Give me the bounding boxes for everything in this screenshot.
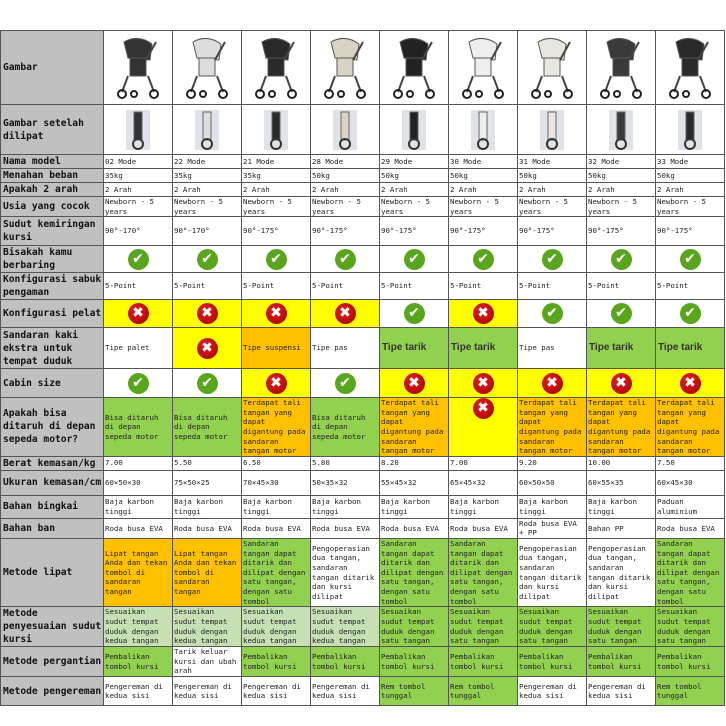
cell-value: 7.00	[104, 456, 173, 470]
folded-stroller-photo-icon	[185, 108, 229, 152]
table-row-konfigurasi-sabuk-pengaman	[1, 273, 725, 300]
cell-value: Pembalikan tombol kursi	[587, 647, 656, 677]
cell-value: Baja karbon tinggi	[311, 495, 380, 518]
cell-value: 5.80	[311, 456, 380, 470]
row-label: Metode pergantian	[1, 647, 104, 677]
row-label: Nama model	[1, 155, 104, 169]
table-row-metode-pergantian	[1, 647, 725, 677]
cell-value: 30 Mode	[449, 155, 518, 169]
cell-value: 2 Arah	[518, 183, 587, 197]
folded-stroller-image	[518, 105, 587, 155]
cell-value: 6.50	[242, 456, 311, 470]
cell-value: 90°-175°	[656, 217, 725, 246]
check-icon: ✔	[335, 373, 356, 394]
cell-value: Baja karbon tinggi	[587, 495, 656, 518]
table-row-metode-pengereman	[1, 677, 725, 706]
cell-value: Pengereman di kedua sisi	[311, 677, 380, 706]
row-label: Sudut kemiringan kursi	[1, 217, 104, 246]
yes-cell	[656, 246, 725, 273]
cell-value: Bisa ditaruh di depan sepeda motor	[104, 398, 173, 457]
cell-value: Baja karbon tinggi	[449, 495, 518, 518]
table-row-menahan-beban	[1, 169, 725, 183]
table-row-apakah-bisa-ditaruh-di-depan-sepeda-motor	[1, 398, 725, 457]
row-label: Menahan beban	[1, 169, 104, 183]
cell-value: 7.00	[449, 456, 518, 470]
cell-value: Roda busa EVA	[242, 518, 311, 538]
cell-value: Sesuaikan sudut tempat duduk dengan kedua tangan	[173, 607, 242, 647]
cell-value: 2 Arah	[242, 183, 311, 197]
cell-value: 2 Arah	[449, 183, 518, 197]
cell-value: Sesuaikan sudut tempat duduk dengan satu tangan	[380, 607, 449, 647]
cross-icon: ✖	[404, 373, 425, 394]
cell-value: Terdapat tali tangan yang dapat digantung pada sandaran tangan motor	[656, 398, 725, 457]
cell-value: Tipe pas	[311, 328, 380, 369]
cell-value: Roda busa EVA	[311, 518, 380, 538]
no-cell	[311, 300, 380, 328]
cell-value: Terdapat tali tangan yang dapat digantung pada sandaran tangan motor	[587, 398, 656, 457]
row-label: Cabin size	[1, 369, 104, 398]
cell-value: 90°-175°	[518, 217, 587, 246]
folded-stroller-image	[242, 105, 311, 155]
stroller-image	[242, 31, 311, 105]
yes-cell	[311, 369, 380, 398]
stroller-photo-icon	[317, 34, 373, 102]
cell-value: 33 Mode	[656, 155, 725, 169]
cell-value: Pembalikan tombol kursi	[449, 647, 518, 677]
cell-value: Pengereman di kedua sisi	[173, 677, 242, 706]
check-icon: ✔	[266, 249, 287, 270]
cell-value: Roda busa EVA	[380, 518, 449, 538]
stroller-photo-icon	[179, 34, 235, 102]
stroller-image	[311, 31, 380, 105]
table-row-apakah-2-arah	[1, 183, 725, 197]
cell-value: 29 Mode	[380, 155, 449, 169]
stroller-photo-icon	[110, 34, 166, 102]
no-cell	[656, 369, 725, 398]
row-label: Bahan bingkai	[1, 495, 104, 518]
row-label: Apakah 2 arah	[1, 183, 104, 197]
cell-value: 9.20	[518, 456, 587, 470]
yes-cell	[380, 300, 449, 328]
cross-icon: ✖	[542, 373, 563, 394]
cell-value: Paduan aluminium	[656, 495, 725, 518]
yes-cell	[518, 300, 587, 328]
cell-value: Sandaran tangan dapat ditarik dan dilipat dengan satu tangan, dengan satu tombol	[380, 538, 449, 606]
stroller-image	[656, 31, 725, 105]
cell-value: Newborn - 5 years	[587, 197, 656, 217]
row-label: Bahan ban	[1, 518, 104, 538]
folded-stroller-photo-icon	[392, 108, 436, 152]
cell-value: 31 Mode	[518, 155, 587, 169]
cell-value: Tipe pas	[518, 328, 587, 369]
cell-value: Roda busa EVA + PP	[518, 518, 587, 538]
cell-value: 10.00	[587, 456, 656, 470]
cell-value: Sesuaikan sudut tempat duduk dengan kedua tangan	[311, 607, 380, 647]
no-cell	[449, 369, 518, 398]
cell-value: 28 Mode	[311, 155, 380, 169]
cell-value: 5-Point	[104, 273, 173, 300]
check-icon: ✔	[611, 249, 632, 270]
cell-value: 5-Point	[656, 273, 725, 300]
cell-value: Tipe tarik	[587, 328, 656, 369]
cell-value: Roda busa EVA	[173, 518, 242, 538]
cell-value: 50kg	[656, 169, 725, 183]
yes-cell	[518, 246, 587, 273]
cell-value: Baja karbon tinggi	[173, 495, 242, 518]
table-row-nama-model	[1, 155, 725, 169]
cell-value: Pengoperasian dua tangan, sandaran tangan ditarik dan kursi dilipat	[311, 538, 380, 606]
cell-value: 7.50	[656, 456, 725, 470]
row-label: Gambar setelah dilipat	[1, 105, 104, 155]
cell-value: Terdapat tali tangan yang dapat digantung pada sandaran tangan motor	[518, 398, 587, 457]
cell-value: Pembalikan tombol kursi	[518, 647, 587, 677]
check-icon: ✔	[542, 303, 563, 324]
cell-value: 5-Point	[449, 273, 518, 300]
cell-value: 90°-175°	[311, 217, 380, 246]
cell-value: 60×55×35	[587, 470, 656, 495]
cell-value: 32 Mode	[587, 155, 656, 169]
cell-value: Roda busa EVA	[449, 518, 518, 538]
cross-icon: ✖	[335, 303, 356, 324]
cell-value: 90°-175°	[587, 217, 656, 246]
check-icon: ✔	[128, 373, 149, 394]
row-label: Ukuran kemasan/cm	[1, 470, 104, 495]
cell-value: 21 Mode	[242, 155, 311, 169]
no-cell	[104, 300, 173, 328]
folded-stroller-photo-icon	[254, 108, 298, 152]
table-row-gambar-setelah-dilipat	[1, 105, 725, 155]
no-cell	[380, 369, 449, 398]
row-label: Apakah bisa ditaruh di depan sepeda motor?	[1, 398, 104, 457]
check-icon: ✔	[404, 249, 425, 270]
stroller-image	[518, 31, 587, 105]
cell-value: Terdapat tali tangan yang dapat digantung pada sandaran tangan motor	[380, 398, 449, 457]
row-label: Metode lipat	[1, 538, 104, 606]
table-row-cabin-size	[1, 369, 725, 398]
cell-value: 35kg	[173, 169, 242, 183]
cell-value: Bahan PP	[587, 518, 656, 538]
yes-cell	[104, 246, 173, 273]
table-row-berat-kemasan-kg	[1, 456, 725, 470]
cross-icon: ✖	[197, 303, 218, 324]
yes-cell	[380, 246, 449, 273]
cell-value: 2 Arah	[173, 183, 242, 197]
check-icon: ✔	[542, 249, 563, 270]
stroller-comparison-table	[0, 30, 725, 706]
yes-cell	[173, 246, 242, 273]
cell-value: Newborn - 5 years	[449, 197, 518, 217]
row-label: Sandaran kaki ekstra untuk tempat duduk	[1, 328, 104, 369]
table-body	[1, 31, 725, 706]
cell-value: Sesuaikan sudut tempat duduk dengan satu tangan	[656, 607, 725, 647]
check-icon: ✔	[197, 373, 218, 394]
cell-value: Tipe palet	[104, 328, 173, 369]
row-label: Bisakah kamu berbaring	[1, 246, 104, 273]
table-row-usia-yang-cocok	[1, 197, 725, 217]
cell-value: 5-Point	[173, 273, 242, 300]
cell-value: Pembalikan tombol kursi	[380, 647, 449, 677]
stroller-image	[449, 31, 518, 105]
table-row-ukuran-kemasan-cm	[1, 470, 725, 495]
no-cell	[518, 369, 587, 398]
cell-value: 60×50×50	[518, 470, 587, 495]
stroller-photo-icon	[386, 34, 442, 102]
check-icon: ✔	[128, 249, 149, 270]
cell-value: Newborn - 5 years	[242, 197, 311, 217]
cell-value: 2 Arah	[104, 183, 173, 197]
yes-cell	[311, 246, 380, 273]
cell-value: Rem tombol tunggal	[656, 677, 725, 706]
stroller-photo-icon	[593, 34, 649, 102]
cell-value: Pembalikan tombol kursi	[104, 647, 173, 677]
cell-value: Roda busa EVA	[104, 518, 173, 538]
stroller-photo-icon	[248, 34, 304, 102]
table-row-sandaran-kaki-ekstra-untuk-tempat-duduk	[1, 328, 725, 369]
folded-stroller-photo-icon	[461, 108, 505, 152]
cell-value: Pengoperasian dua tangan, sandaran tangan ditarik dan kursi dilipat	[587, 538, 656, 606]
yes-cell	[104, 369, 173, 398]
cell-value: Tipe suspensi	[242, 328, 311, 369]
cell-value: 90°-175°	[380, 217, 449, 246]
cell-value: 50×35×32	[311, 470, 380, 495]
folded-stroller-photo-icon	[530, 108, 574, 152]
stroller-photo-icon	[662, 34, 718, 102]
cell-value: 2 Arah	[587, 183, 656, 197]
cell-value: Sesuaikan sudut tempat duduk dengan kedua tangan	[242, 607, 311, 647]
cell-value: 90°-170°	[104, 217, 173, 246]
folded-stroller-photo-icon	[599, 108, 643, 152]
table-row-gambar	[1, 31, 725, 105]
cell-value: 50kg	[518, 169, 587, 183]
stroller-image	[380, 31, 449, 105]
cell-value: 90°-170°	[173, 217, 242, 246]
cell-value: 90°-175°	[242, 217, 311, 246]
stroller-photo-icon	[455, 34, 511, 102]
cell-value: Pengoperasian dua tangan, sandaran tangan ditarik dan kursi dilipat	[518, 538, 587, 606]
cell-value: Pengereman di kedua sisi	[518, 677, 587, 706]
row-label: Metode pengereman	[1, 677, 104, 706]
row-label: Konfigurasi pelat	[1, 300, 104, 328]
cell-value: Pengereman di kedua sisi	[242, 677, 311, 706]
cell-value: Pembalikan tombol kursi	[311, 647, 380, 677]
cell-value: 75×50×25	[173, 470, 242, 495]
stroller-image	[104, 31, 173, 105]
folded-stroller-photo-icon	[323, 108, 367, 152]
folded-stroller-image	[656, 105, 725, 155]
cell-value: 60×50×30	[104, 470, 173, 495]
cell-value: 2 Arah	[656, 183, 725, 197]
cell-value: Pembalikan tombol kursi	[242, 647, 311, 677]
cell-value: Newborn - 5 years	[173, 197, 242, 217]
table-row-konfigurasi-pelat	[1, 300, 725, 328]
cell-value: 5-Point	[311, 273, 380, 300]
cross-icon: ✖	[197, 338, 218, 359]
folded-stroller-image	[449, 105, 518, 155]
check-icon: ✔	[473, 249, 494, 270]
table-row-bisakah-kamu-berbaring	[1, 246, 725, 273]
no-cell	[449, 300, 518, 328]
no-cell	[587, 369, 656, 398]
cell-value: Lipat tangan Anda dan tekan tombol di sandaran tangan	[104, 538, 173, 606]
stroller-image	[173, 31, 242, 105]
cell-value: Tipe tarik	[656, 328, 725, 369]
cell-value: Baja karbon tinggi	[380, 495, 449, 518]
cell-value: Pembalikan tombol kursi	[656, 647, 725, 677]
check-icon: ✔	[680, 303, 701, 324]
stroller-image	[587, 31, 656, 105]
cross-icon: ✖	[128, 303, 149, 324]
cell-value: Terdapat tali tangan yang dapat digantung pada sandaran tangan motor	[242, 398, 311, 457]
cross-icon: ✖	[473, 398, 494, 419]
check-icon: ✔	[335, 249, 356, 270]
cell-value: 02 Mode	[104, 155, 173, 169]
folded-stroller-image	[104, 105, 173, 155]
row-label: Berat kemasan/kg	[1, 456, 104, 470]
cell-value: Bisa ditaruh di depan sepeda motor	[311, 398, 380, 457]
cell-value: Roda busa EVA	[656, 518, 725, 538]
table-row-sudut-kemiringan-kursi	[1, 217, 725, 246]
cell-value: 22 Mode	[173, 155, 242, 169]
yes-cell	[587, 300, 656, 328]
cell-value: Lipat tangan Anda dan tekan tombol di sandaran tangan	[173, 538, 242, 606]
table-row-bahan-ban	[1, 518, 725, 538]
no-cell	[242, 369, 311, 398]
no-cell	[173, 328, 242, 369]
cross-icon: ✖	[266, 303, 287, 324]
check-icon: ✔	[680, 249, 701, 270]
cell-value: 60×45×30	[656, 470, 725, 495]
check-icon: ✔	[197, 249, 218, 270]
cell-value: Rem tombol tunggal	[449, 677, 518, 706]
table-row-metode-penyesuaian-sudut-kursi	[1, 607, 725, 647]
cell-value: Newborn - 5 years	[104, 197, 173, 217]
table-row-metode-lipat	[1, 538, 725, 606]
cell-value: Newborn - 5 years	[311, 197, 380, 217]
cell-value: Sesuaikan sudut tempat duduk dengan satu tangan	[449, 607, 518, 647]
cell-value: 5-Point	[242, 273, 311, 300]
cell-value: Baja karbon tinggi	[104, 495, 173, 518]
folded-stroller-photo-icon	[668, 108, 712, 152]
cell-value: 5-Point	[518, 273, 587, 300]
cell-value: 50kg	[380, 169, 449, 183]
cell-value: Sesuaikan sudut tempat duduk dengan satu tangan	[587, 607, 656, 647]
table-row-bahan-bingkai	[1, 495, 725, 518]
folded-stroller-image	[380, 105, 449, 155]
cell-value: 35kg	[104, 169, 173, 183]
no-cell	[173, 300, 242, 328]
cell-value: Baja karbon tinggi	[518, 495, 587, 518]
cell-value: Sesuaikan sudut tempat duduk dengan satu tangan	[518, 607, 587, 647]
cell-value: Sandaran tangan dapat ditarik dan dilipat dengan satu tangan, dengan satu tombol	[656, 538, 725, 606]
cross-icon: ✖	[473, 373, 494, 394]
folded-stroller-image	[311, 105, 380, 155]
yes-cell	[449, 246, 518, 273]
folded-stroller-image	[173, 105, 242, 155]
cell-value: Tipe tarik	[449, 328, 518, 369]
row-label: Gambar	[1, 31, 104, 105]
stroller-photo-icon	[524, 34, 580, 102]
cell-value: 8.20	[380, 456, 449, 470]
cell-value: 90°-175°	[449, 217, 518, 246]
cell-value: Bisa ditaruh di depan sepeda motor	[173, 398, 242, 457]
cell-value: 50kg	[587, 169, 656, 183]
no-cell	[242, 300, 311, 328]
cross-icon: ✖	[266, 373, 287, 394]
yes-cell	[242, 246, 311, 273]
cell-value: Pengereman di kedua sisi	[587, 677, 656, 706]
cell-value: Sesuaikan sudut tempat duduk dengan kedua tangan	[104, 607, 173, 647]
cell-value: 70×45×30	[242, 470, 311, 495]
check-icon: ✔	[404, 303, 425, 324]
cell-value: Tipe tarik	[380, 328, 449, 369]
cell-value: Baja karbon tinggi	[242, 495, 311, 518]
cell-value: 65×45×32	[449, 470, 518, 495]
cell-value: Pengereman di kedua sisi	[104, 677, 173, 706]
folded-stroller-image	[587, 105, 656, 155]
cell-value: Rem tombol tunggal	[380, 677, 449, 706]
cell-value: 5.50	[173, 456, 242, 470]
row-label: Metode penyesuaian sudut kursi	[1, 607, 104, 647]
row-label: Konfigurasi sabuk pengaman	[1, 273, 104, 300]
yes-cell	[587, 246, 656, 273]
no-cell	[449, 398, 518, 457]
cell-value: 35kg	[242, 169, 311, 183]
cell-value: 5-Point	[587, 273, 656, 300]
cell-value: Newborn - 5 years	[656, 197, 725, 217]
check-icon: ✔	[611, 303, 632, 324]
cell-value: Tarik keluar kursi dan ubah arah	[173, 647, 242, 677]
cell-value: 50kg	[311, 169, 380, 183]
cell-value: 2 Arah	[311, 183, 380, 197]
cross-icon: ✖	[611, 373, 632, 394]
cell-value: Newborn - 5 years	[518, 197, 587, 217]
row-label: Usia yang cocok	[1, 197, 104, 217]
cell-value: 5-Point	[380, 273, 449, 300]
folded-stroller-photo-icon	[116, 108, 160, 152]
cross-icon: ✖	[473, 303, 494, 324]
yes-cell	[656, 300, 725, 328]
cell-value: Newborn - 5 years	[380, 197, 449, 217]
cell-value: Sandaran tangan dapat ditarik dan dilipat dengan satu tangan, dengan satu tombol	[242, 538, 311, 606]
cell-value: 2 Arah	[380, 183, 449, 197]
cell-value: Sandaran tangan dapat ditarik dan dilipat dengan satu tangan, dengan satu tombol	[449, 538, 518, 606]
cell-value: 55×45×32	[380, 470, 449, 495]
cell-value: 50kg	[449, 169, 518, 183]
cross-icon: ✖	[680, 373, 701, 394]
yes-cell	[173, 369, 242, 398]
